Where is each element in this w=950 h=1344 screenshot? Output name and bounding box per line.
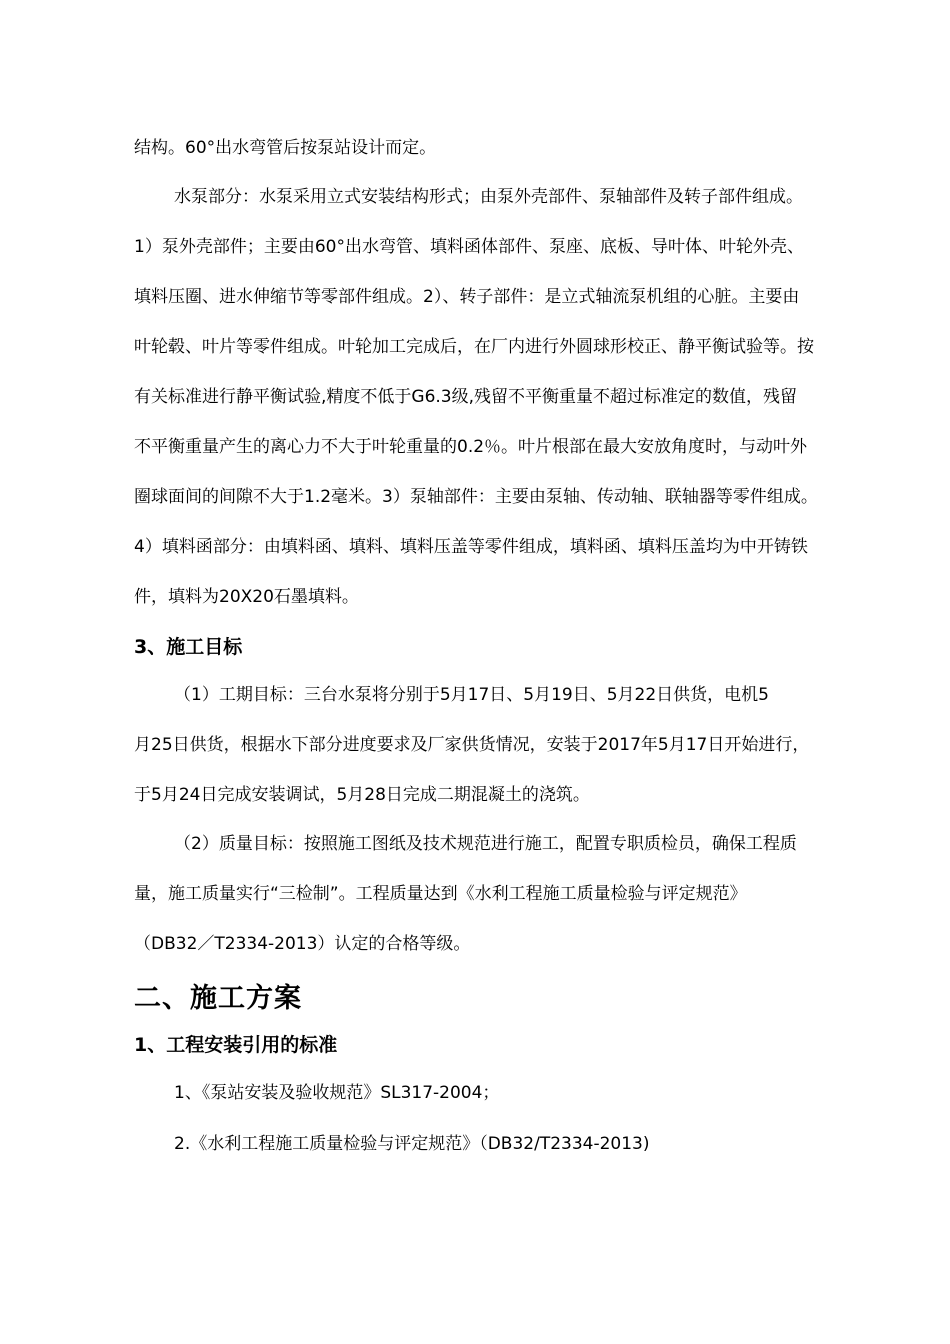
schedule-goal-line: 于5月24日完成安装调试，5月28日完成二期混凝土的浇筑。 bbox=[134, 785, 590, 805]
paragraph-line: 件，填料为20X20石墨填料。 bbox=[134, 587, 359, 607]
paragraph-line: 结构。60°出水弯管后按泵站设计而定。 bbox=[134, 138, 437, 158]
standard-item: 1、《泵站安装及验收规范》SL317-2004； bbox=[174, 1083, 500, 1103]
standard-item: 2.《水利工程施工质量检验与评定规范》（DB32/T2334-2013) bbox=[174, 1134, 650, 1154]
paragraph-line: 圈球面间的间隙不大于1.2毫米。3）泵轴部件：主要由泵轴、传动轴、联轴器等零件组成。 bbox=[134, 487, 818, 507]
subsection-heading: 1、工程安装引用的标准 bbox=[134, 1034, 338, 1056]
schedule-goal-line: 月25日供货，根据水下部分进度要求及厂家供货情况，安装于2017年5月17日开始进行， bbox=[134, 735, 810, 755]
quality-goal-line: （2）质量目标：按照施工图纸及技术规范进行施工，配置专职质检员，确保工程质 bbox=[174, 834, 797, 854]
schedule-goal-line: （1）工期目标：三台水泵将分别于5月17日、5月19日、5月22日供货，电机5 bbox=[174, 685, 769, 705]
paragraph-line: 有关标准进行静平衡试验,精度不低于G6.3级,残留不平衡重量不超过标准定的数值，残留 bbox=[134, 387, 798, 407]
chapter-heading: 二、施工方案 bbox=[134, 983, 302, 1014]
paragraph-line: 不平衡重量产生的离心力不大于叶轮重量的0.2％。叶片根部在最大安放角度时，与动叶外 bbox=[134, 437, 808, 457]
paragraph-line: 4）填料函部分：由填料函、填料、填料压盖等零件组成，填料函、填料压盖均为中开铸铁 bbox=[134, 537, 808, 557]
quality-goal-line: （DB32／T2334-2013）认定的合格等级。 bbox=[134, 934, 471, 954]
section-heading: 3、施工目标 bbox=[134, 636, 243, 658]
paragraph-line: 1）泵外壳部件；主要由60°出水弯管、填料函体部件、泵座、底板、导叶体、叶轮外壳、 bbox=[134, 237, 804, 257]
paragraph-line: 叶轮毂、叶片等零件组成。叶轮加工完成后，在厂内进行外圆球形校正、静平衡试验等。按 bbox=[134, 337, 814, 357]
quality-goal-line: 量，施工质量实行“三检制”。工程质量达到《水利工程施工质量检验与评定规范》 bbox=[134, 884, 747, 904]
paragraph-line: 水泵部分：水泵采用立式安装结构形式；由泵外壳部件、泵轴部件及转子部件组成。 bbox=[174, 187, 803, 207]
paragraph-line: 填料压圈、进水伸缩节等零部件组成。2）、转子部件：是立式轴流泵机组的心脏。主要由 bbox=[134, 287, 800, 307]
